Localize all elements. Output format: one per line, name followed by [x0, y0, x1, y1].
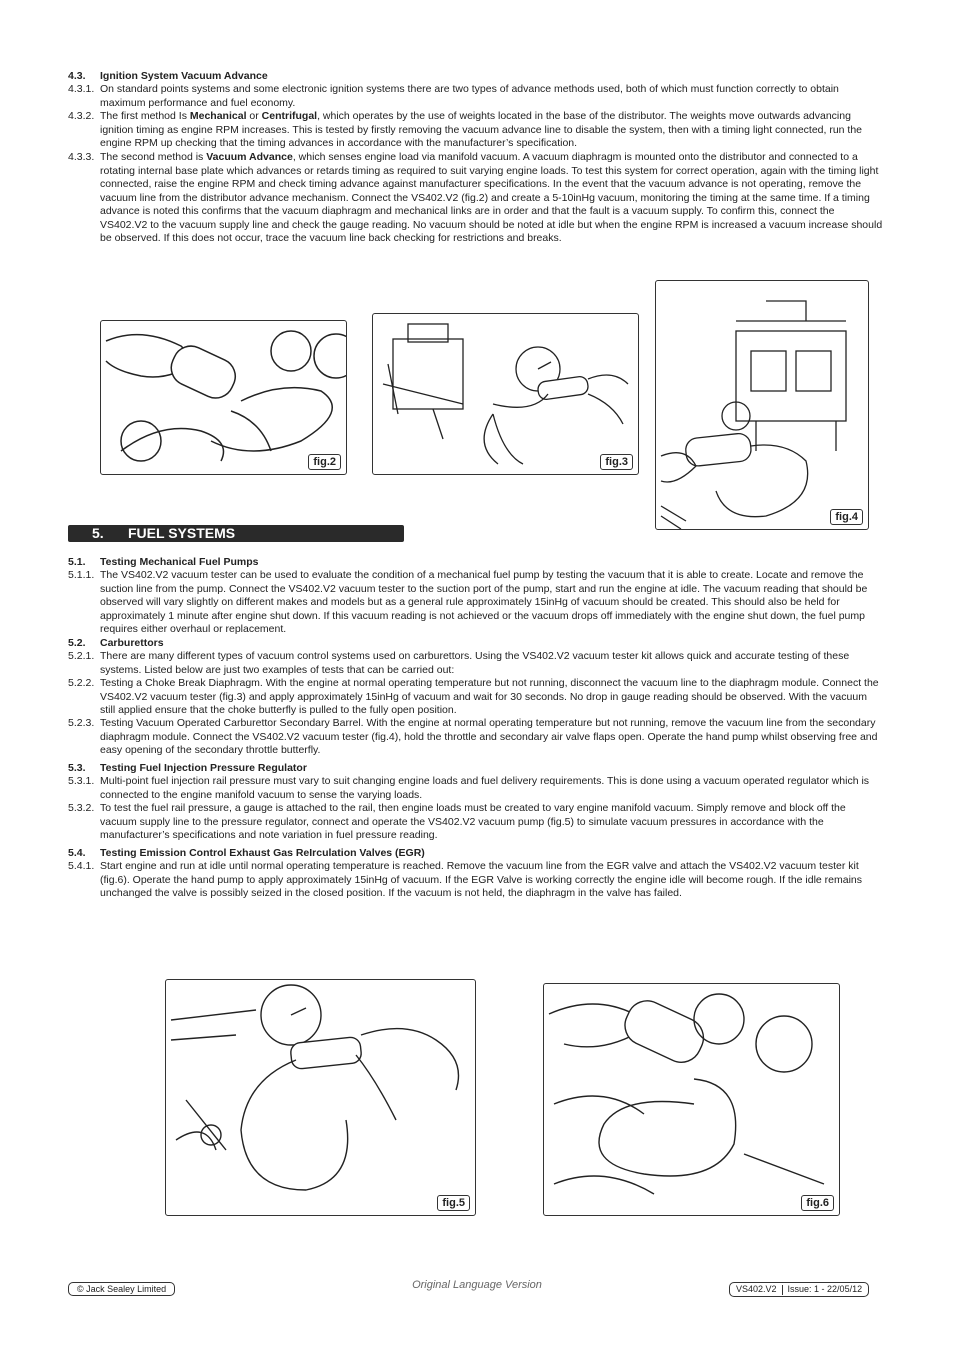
hose-icon — [599, 1079, 736, 1176]
paragraph-5-2-2: 5.2.2. Testing a Choke Break Diaphragm. With the engine at normal operating temperature but not running, disconnect the vacuum line to the diaphragm module. Connect the VS402.V2 vacuum tester (fig.3) and apply approximately 15inHg of vacuum and wait for 30 seconds. No drop in gauge reading should be observed. With the vacuum still applied ensure that the choke butterfly is pulled to the fully open position. — [68, 677, 879, 716]
paragraph-5-3-1: 5.3.1. Multi-point fuel injection rail pressure must vary to suit changing engine loads and fuel delivery requirements. This is done using a vacuum operated regulator which is connected to the engine manifold vacuum to sense the varying loads. — [68, 775, 870, 801]
carburettor-icon — [373, 314, 638, 474]
section-heading-4-3: 4.3. Ignition System Vacuum Advance — [68, 70, 268, 82]
paragraph-4-3-3: 4.3.3. The second method is Vacuum Advance, which senses engine load via manifold vacuum. A vacuum diaphragm is mounted onto the distributor and connected to a rotating internal base plate which advances or retards timing as required to suit varying engine loads. To test this system for correct operation, again with the timing light connected, raise the engine RPM and check timing advance against manufacturer specifications. In the event that the vacuum advance is not operating, remove the vacuum line from the distributor advance mechanism. Connect the VS402.V2 (fig.2) and create a 5-10inHg vacuum, monitoring the timing at the same time. If a timing advance is noted this confirms that the vacuum diaphragm and mechanical links are in order and that the fault is a vacuum supply. To confirm this, connect the VS402.V2 to the vacuum supply line and check the gauge reading. No vacuum should be noted at idle but when the engine RPM is increased a vacuum increase should be observed. If this does not occur, trace the vacuum line back checking for restrictions and breaks. — [68, 151, 883, 244]
footer-issue: VS402.V2 Issue: 1 - 22/05/12 — [729, 1282, 869, 1297]
figure-4 — [655, 280, 869, 530]
paragraph-4-3-2: 4.3.2. The first method Is Mechanical or Centrifugal, which operates by the use of weights located in the base of the distributor. The weights move outwards advancing ignition timing as engine RPM increases. This is tested by firstly removing the vacuum advance line to disable the system, then with a timing light connected, run the engine RPM up checking that the timing advances in accordance with the manufacturer’s specification. — [68, 110, 863, 149]
section-heading-5-4: 5.4. Testing Emission Control Exhaust Gas ReIrculation Valves (EGR) — [68, 847, 425, 859]
section-heading-5-2: 5.2. Carburettors — [68, 637, 164, 649]
figure-2 — [100, 320, 347, 475]
paragraph-5-1-1: 5.1.1. The VS402.V2 vacuum tester can be used to evaluate the condition of a mechanical fuel pump by testing the vacuum that it is able to create. Locate and remove the suction line from the pump. Connect the VS402.V2 vacuum tester to the suction port of the pump, start and run the engine at idle. The vacuum reading that should be observed will vary slightly on different makes and models but as a general rule approximately 15inHg of vacuum should be created. This should also be held for approximately 1 minute after engine shut down. If this vacuum reading is not achieved or the vacuum drops off immediately with the engine shut down, the fuel pump requires either overhaul or replacement. — [68, 569, 868, 635]
carburettor-icon — [656, 281, 868, 529]
paragraph-5-2-1: 5.2.1. There are many different types of vacuum control systems used on carburettors. Using the VS402.V2 vacuum tester kit allows quick and accurate testing of these systems. Listed below are just two examples of tests that can be carried out: — [68, 650, 850, 676]
hose-icon — [241, 1060, 348, 1190]
hand-pump-icon — [544, 984, 839, 1215]
figure-5 — [165, 979, 476, 1216]
figure-3-label: fig.3 — [600, 454, 633, 470]
section-heading-5-1: 5.1. Testing Mechanical Fuel Pumps — [68, 556, 259, 568]
footer-language: Original Language Version — [412, 1279, 542, 1291]
section-bar-fuel-systems: 5. FUEL SYSTEMS — [68, 525, 404, 542]
figure-6-label: fig.6 — [801, 1195, 834, 1211]
paragraph-5-2-3: 5.2.3. Testing Vacuum Operated Carburettor Secondary Barrel. With the engine at normal operating temperature but not running, remove the vacuum line from the secondary diaphragm module. Connect the VS402.V2 vacuum tester (fig.4), hold the throttle and secondary air valve flaps open. Operate the hand pump whilst observing free and easy opening of the secondary throttle butterfly. — [68, 717, 878, 756]
paragraph-5-3-2: 5.3.2. To test the fuel rail pressure, a gauge is attached to the rail, then engine loads must be created to vary engine manifold vacuum. Simply remove and block off the vacuum supply line to the pressure regulator, connect and operate the VS402.V2 vacuum pump (fig.5) to simulate vacuum pressures in accordance with the manufacturer’s specifications and note variation in fuel pressure reading. — [68, 802, 846, 841]
section-heading-5-3: 5.3. Testing Fuel Injection Pressure Regulator — [68, 762, 307, 774]
figure-5-label: fig.5 — [437, 1195, 470, 1211]
figure-3 — [372, 313, 639, 475]
paragraph-4-3-1: 4.3.1. On standard points systems and some electronic ignition systems there are two types of advance methods used, both of which must function correctly to obtain maximum performance and fuel economy. — [68, 83, 839, 109]
hand-pump-icon — [101, 321, 346, 474]
paragraph-5-4-1: 5.4.1. Start engine and run at idle until normal operating temperature is reached. Remove the vacuum line from the EGR valve and attach the VS402.V2 vacuum tester kit (fig.6). Operate the hand pump to apply approximately 15inHg of vacuum. If the EGR Valve is working correctly the engine idle will become rough. If the idle remains unchanged the valve is possibly seized in the closed position. If the vacuum is not held, the diaphragm in the valve has failed. — [68, 860, 863, 899]
figure-2-label: fig.2 — [308, 454, 341, 470]
figure-6 — [543, 983, 840, 1216]
gauge-icon — [166, 980, 475, 1215]
footer-copyright: © Jack Sealey Limited — [68, 1282, 175, 1296]
figure-4-label: fig.4 — [830, 509, 863, 525]
gauge-icon — [694, 994, 744, 1044]
